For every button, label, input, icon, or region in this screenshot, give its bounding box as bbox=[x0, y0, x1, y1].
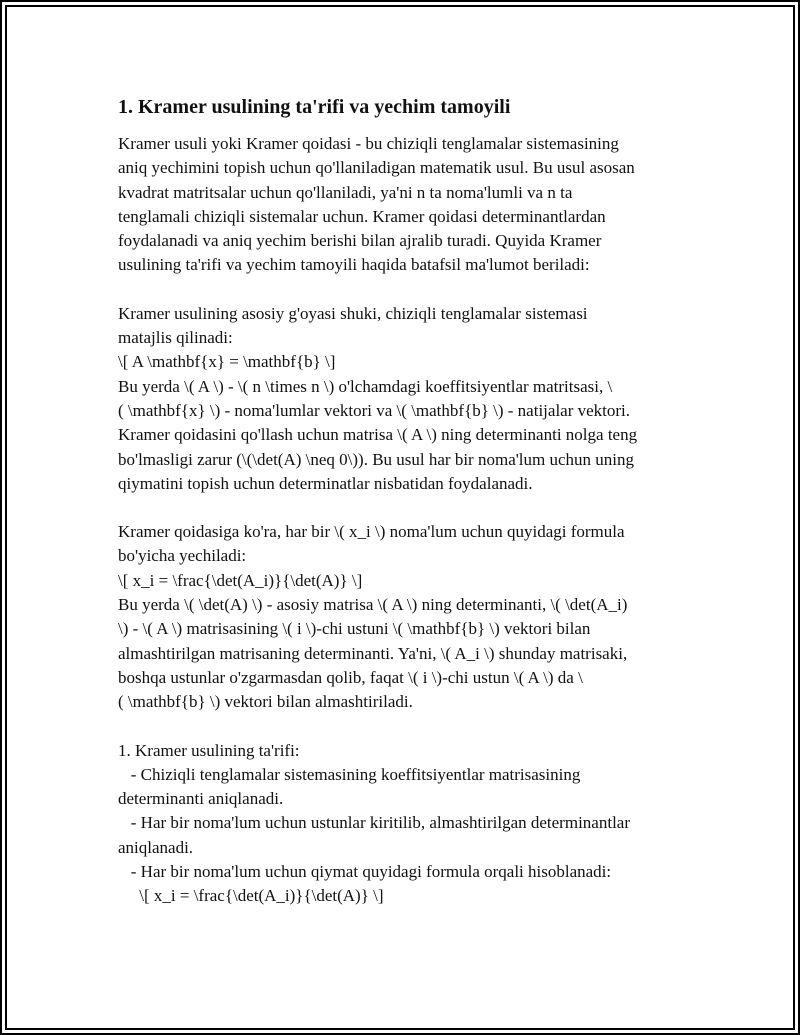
text-line: almashtirilgan matrisaning determinanti. Ya'ni, \( A_i \) shunday matrisaki, bbox=[118, 643, 628, 663]
document-body bbox=[118, 94, 693, 933]
text-line: Kramer qoidasiga ko'ra, har bir \( x_i \) noma'lum uchun quyidagi formula bbox=[118, 522, 625, 542]
text-line: Kramer usulining asosiy g'oyasi shuki, chiziqli tenglamalar sistemasi bbox=[118, 303, 588, 323]
text-line: foydalanadi va aniq yechim berishi bilan ajralib turadi. Quyida Kramer bbox=[118, 231, 602, 251]
text-line: Bu yerda \( \det(A) \) - asosiy matrisa \( A \) ning determinanti, \( \det(A_i) bbox=[118, 595, 628, 615]
text-line: tenglamali chiziqli sistemalar uchun. Kramer qoidasi determinantlardan bbox=[118, 206, 606, 226]
text-line: - Chiziqli tenglamalar sistemasining koeffitsiyentlar matrisasining bbox=[118, 764, 581, 784]
paragraph bbox=[118, 132, 693, 278]
text-line: kvadrat matritsalar uchun qo'llaniladi, ya'ni n ta noma'lumli va n ta bbox=[118, 182, 573, 202]
text-line: bo'yicha yechiladi: bbox=[118, 546, 247, 566]
paragraphs bbox=[118, 132, 693, 909]
text-line: \[ x_i = \frac{\det(A_i)}{\det(A)} \] bbox=[118, 570, 363, 590]
text-line: 1. Kramer usulining ta'rifi: bbox=[118, 740, 300, 760]
text-line: ( \mathbf{x} \) - noma'lumlar vektori va \( \mathbf{b} \) - natijalar vektori. bbox=[118, 400, 631, 420]
text-line: boshqa ustunlar o'zgarmasdan qolib, faqat \( i \)-chi ustun \( A \) da \ bbox=[118, 667, 583, 687]
text-line: ( \mathbf{b} \) vektori bilan almashtiriladi. bbox=[118, 692, 413, 712]
paragraph bbox=[118, 739, 693, 909]
paragraph bbox=[118, 520, 693, 714]
text-line: \[ x_i = \frac{\det(A_i)}{\det(A)} \] bbox=[118, 886, 384, 906]
text-line: usulining ta'rifi va yechim tamoyili haqida batafsil ma'lumot beriladi: bbox=[118, 255, 590, 275]
text-line: matajlis qilinadi: bbox=[118, 328, 233, 348]
text-line: Bu yerda \( A \) - \( n \times n \) o'lchamdagi koeffitsiyentlar matritsasi, \ bbox=[118, 376, 613, 396]
text-line: Kramer qoidasini qo'llash uchun matrisa \( A \) ning determinanti nolga teng bbox=[118, 425, 638, 445]
text-line: aniqlanadi. bbox=[118, 837, 194, 857]
text-line: Kramer usuli yoki Kramer qoidasi - bu chiziqli tenglamalar sistemasining bbox=[118, 134, 619, 153]
text-line: aniq yechimini topish uchun qo'llaniladigan matematik usul. Bu usul asosan bbox=[118, 158, 635, 178]
text-line: determinanti aniqlanadi. bbox=[118, 789, 284, 809]
text-line: \[ A \mathbf{x} = \mathbf{b} \] bbox=[118, 352, 336, 372]
text-line: \) - \( A \) matrisasining \( i \)-chi ustuni \( \mathbf{b} \) vektori bilan bbox=[118, 619, 591, 639]
text-line: - Har bir noma'lum uchun ustunlar kiritilib, almashtirilgan determinantlar bbox=[118, 813, 630, 833]
text-line: - Har bir noma'lum uchun qiymat quyidagi formula orqali hisoblanadi: bbox=[118, 862, 612, 882]
text-line: qiymatini topish uchun determinatlar nisbatidan foydalanadi. bbox=[118, 473, 533, 493]
paragraph bbox=[118, 302, 693, 496]
text-line: bo'lmasligi zarur (\(\det(A) \neq 0\)). Bu usul har bir noma'lum uchun uning bbox=[118, 449, 635, 469]
section-heading: 1. Kramer usulining ta'rifi va yechim tamoyili bbox=[118, 96, 511, 118]
